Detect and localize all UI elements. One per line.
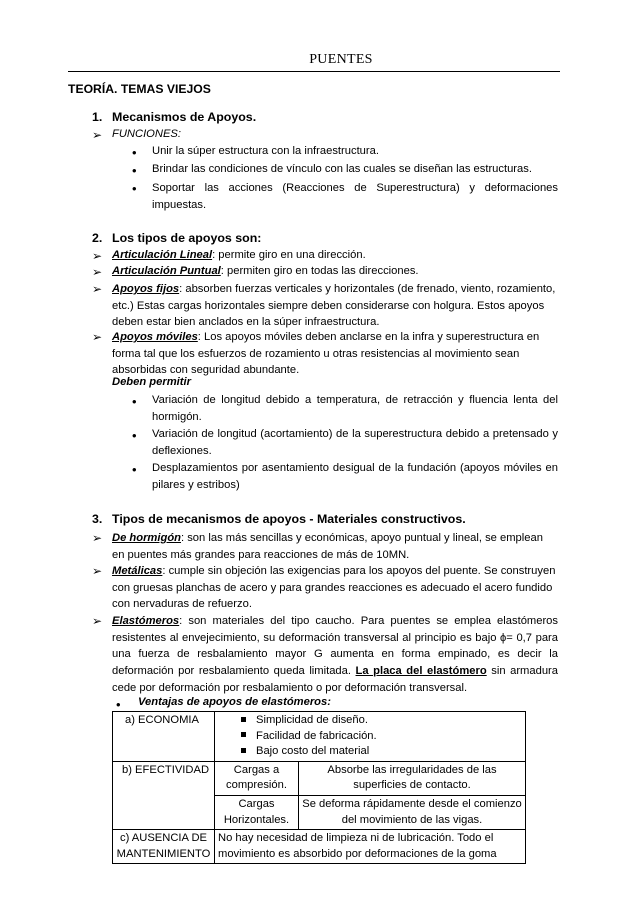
section3-title: Tipos de mecanismos de apoyos - Materiales constructivos. <box>112 512 466 526</box>
apoyo-item-fijos: Apoyos fijos: absorben fuerzas verticales y horizontales (de frenado, viento, rozamiento, etc.) Estas cargas horizontales siempre deben considerarse con holgura. Estos apoyos deben estar bien anclados en la súper infraestructura. <box>112 283 556 329</box>
table-cell: Cargas a compresión. <box>215 761 299 795</box>
funcion-item: Soportar las acciones (Reacciones de Superestructura) y deformaciones impuestas. <box>152 182 558 211</box>
bullet-icon: • <box>132 163 137 178</box>
table-cell-label: c) AUSENCIA DE MANTENIMIENTO <box>113 830 215 864</box>
permit-item: Variación de longitud debido a temperatura, de retracción y fluencia lenta del hormigón. <box>152 394 558 423</box>
apoyo-item-lineal: Articulación Lineal: permite giro en una dirección. <box>112 249 366 261</box>
section2-title: Los tipos de apoyos son: <box>112 231 262 245</box>
permit-item: Variación de longitud (acortamiento) de la superestructura debido a pretensado y deflexiones. <box>152 428 558 457</box>
table-row <box>113 830 526 864</box>
section2-number: 2. <box>92 231 103 245</box>
table-cell: No hay necesidad de limpieza ni de lubricación. Todo el movimiento es absorbido por deformaciones de la goma <box>215 830 526 864</box>
table-cell: Absorbe las irregularidades de las superficies de contacto. <box>299 761 526 795</box>
table-cell: Se deforma rápidamente desde el comienzo del movimiento de las vigas. <box>299 795 526 829</box>
permit-item: Desplazamientos por asentamiento desigual de la fundación (apoyos móviles en pilares y estribos) <box>152 462 558 491</box>
arrow-bullet-icon: ➢ <box>92 614 103 628</box>
material-item-elastomeros: Elastómeros: son materiales del tipo caucho. Para puentes se emplea elastómeros resistentes al envejecimiento, su deformación transversal al principio es bajo ϕ= 0,7 para una fuerza de resbalamiento mayor G aumenta en forma empinado, es decir la deformación por resbalamiento queda limitada. La placa del elastómero sin armadura cede por deformación por resbalamiento o por deformación transversal. <box>112 615 558 694</box>
bullet-icon: • <box>132 428 137 443</box>
square-bullet-icon <box>241 717 246 722</box>
table-cell-economia: Simplicidad de diseño. Facilidad de fabricación. Bajo costo del material <box>215 712 526 762</box>
apoyo-item-puntual: Articulación Puntual: permiten giro en todas las direcciones. <box>112 265 419 277</box>
section1-number: 1. <box>92 110 103 124</box>
square-bullet-icon <box>241 748 246 753</box>
table-row <box>113 712 526 762</box>
material-item-hormigon: De hormigón: son las más sencillas y económicas, apoyo puntual y lineal, se emplean en puentes más grandes para reacciones de más de 10MN. <box>112 532 543 561</box>
material-item-metalicas: Metálicas: cumple sin objeción las exigencias para los apoyos del puente. Se construyen con gruesas planchas de acero y para grandes reacciones es adecuado el acero fundido con nervaduras de refuerzo. <box>112 565 556 611</box>
table-cell: Cargas Horizontales. <box>215 795 299 829</box>
advantages-table <box>112 711 526 864</box>
arrow-bullet-icon: ➢ <box>92 330 103 344</box>
arrow-bullet-icon: ➢ <box>92 564 103 578</box>
bullet-icon: • <box>132 145 137 160</box>
theory-heading: TEORÍA. TEMAS VIEJOS <box>68 82 211 96</box>
table-cell-label: a) ECONOMIA <box>113 712 215 762</box>
bullet-icon: • <box>132 394 137 409</box>
bullet-icon: • <box>132 462 137 477</box>
square-bullet-icon <box>241 732 246 737</box>
table-cell-label: b) EFECTIVIDAD <box>113 761 215 829</box>
deben-permitir-label: Deben permitir <box>112 376 191 388</box>
table-row <box>113 761 526 795</box>
funciones-label: FUNCIONES: <box>112 128 181 140</box>
section1-title: Mecanismos de Apoyos. <box>112 110 257 124</box>
arrow-bullet-icon: ➢ <box>92 282 103 296</box>
funcion-item: Brindar las condiciones de vínculo con las cuales se diseñan las estructuras. <box>152 163 532 175</box>
arrow-bullet-icon: ➢ <box>92 531 103 545</box>
funcion-item: Unir la súper estructura con la infraestructura. <box>152 145 379 157</box>
arrow-bullet-icon: ➢ <box>92 128 103 142</box>
bullet-icon: • <box>116 697 121 712</box>
ventajas-label: Ventajas de apoyos de elastómeros: <box>138 696 331 708</box>
arrow-bullet-icon: ➢ <box>92 265 103 279</box>
header-divider <box>68 71 560 72</box>
apoyo-item-moviles: Apoyos móviles: Los apoyos móviles deben anclarse en la infra y superestructura en forma tal que los esfuerzos de rozamiento u otras resistencias al movimiento sean absorbidas con seguridad abundante. <box>112 331 540 377</box>
section3-number: 3. <box>92 512 103 526</box>
arrow-bullet-icon: ➢ <box>92 249 103 263</box>
bullet-icon: • <box>132 181 137 196</box>
page-title: PUENTES <box>309 52 373 67</box>
